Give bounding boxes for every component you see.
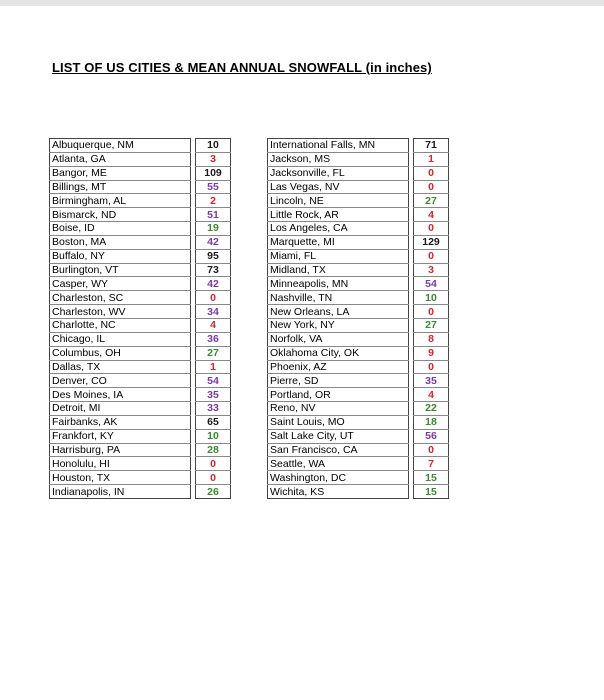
city-name-cell: Denver, CO (50, 374, 191, 388)
table-row (268, 360, 449, 374)
snowfall-value-cell: 27 (414, 318, 449, 332)
snowfall-table-right (267, 138, 449, 499)
snowfall-value-cell: 0 (414, 360, 449, 374)
top-bar (0, 0, 604, 6)
table-row (268, 152, 449, 166)
city-name-cell: Billings, MT (50, 180, 191, 194)
table-row (268, 222, 449, 236)
table-row (50, 360, 231, 374)
city-name-cell: Las Vegas, NV (268, 180, 409, 194)
snowfall-value-cell: 34 (196, 305, 231, 319)
snowfall-value-cell: 19 (196, 222, 231, 236)
snowfall-value-cell: 1 (196, 360, 231, 374)
city-name-cell: Midland, TX (268, 263, 409, 277)
snowfall-value-cell: 22 (414, 402, 449, 416)
table-row (50, 429, 231, 443)
table-row (268, 291, 449, 305)
city-name-cell: Miami, FL (268, 249, 409, 263)
city-name-cell: Nashville, TN (268, 291, 409, 305)
snowfall-value-cell: 0 (414, 180, 449, 194)
snowfall-value-cell: 109 (196, 166, 231, 180)
city-name-cell: Frankfort, KY (50, 429, 191, 443)
city-name-cell: Houston, TX (50, 471, 191, 485)
city-name-cell: Chicago, IL (50, 332, 191, 346)
snowfall-value-cell: 3 (414, 263, 449, 277)
table-row (50, 402, 231, 416)
table-row (268, 346, 449, 360)
snowfall-value-cell: 10 (196, 429, 231, 443)
snowfall-value-cell: 1 (414, 152, 449, 166)
snowfall-value-cell: 42 (196, 235, 231, 249)
city-name-cell: Fairbanks, AK (50, 415, 191, 429)
table-row (50, 180, 231, 194)
table-row (50, 415, 231, 429)
city-name-cell: Pierre, SD (268, 374, 409, 388)
table-row (50, 332, 231, 346)
table-row (50, 471, 231, 485)
table-row (268, 318, 449, 332)
snowfall-value-cell: 15 (414, 471, 449, 485)
snowfall-value-cell: 65 (196, 415, 231, 429)
table-row (50, 374, 231, 388)
snowfall-value-cell: 0 (414, 305, 449, 319)
table-row (268, 139, 449, 153)
table-row (50, 485, 231, 499)
table-row (50, 388, 231, 402)
table-row (50, 139, 231, 153)
city-name-cell: Columbus, OH (50, 346, 191, 360)
city-name-cell: Bismarck, ND (50, 208, 191, 222)
city-name-cell: Saint Louis, MO (268, 415, 409, 429)
city-name-cell: Norfolk, VA (268, 332, 409, 346)
table-row (50, 249, 231, 263)
table-row (268, 249, 449, 263)
table-row (268, 194, 449, 208)
city-name-cell: Des Moines, IA (50, 388, 191, 402)
table-row (268, 402, 449, 416)
table-row (50, 346, 231, 360)
city-name-cell: Indianapolis, IN (50, 485, 191, 499)
table-row (50, 291, 231, 305)
city-name-cell: International Falls, MN (268, 139, 409, 153)
city-name-cell: Marquette, MI (268, 235, 409, 249)
snowfall-value-cell: 33 (196, 402, 231, 416)
city-name-cell: Burlington, VT (50, 263, 191, 277)
table-row (50, 318, 231, 332)
table-row (268, 429, 449, 443)
table-row (50, 235, 231, 249)
city-name-cell: Charlotte, NC (50, 318, 191, 332)
snowfall-table-right-body (268, 139, 449, 499)
snowfall-value-cell: 4 (196, 318, 231, 332)
table-row (268, 263, 449, 277)
city-name-cell: Birmingham, AL (50, 194, 191, 208)
city-name-cell: Boston, MA (50, 235, 191, 249)
snowfall-value-cell: 54 (196, 374, 231, 388)
snowfall-value-cell: 0 (196, 457, 231, 471)
city-name-cell: Minneapolis, MN (268, 277, 409, 291)
city-name-cell: Honolulu, HI (50, 457, 191, 471)
city-name-cell: Casper, WY (50, 277, 191, 291)
city-name-cell: Charleston, WV (50, 305, 191, 319)
city-name-cell: Salt Lake City, UT (268, 429, 409, 443)
snowfall-value-cell: 9 (414, 346, 449, 360)
snowfall-value-cell: 2 (196, 194, 231, 208)
snowfall-table-left-body (50, 139, 231, 499)
table-row (50, 457, 231, 471)
city-name-cell: Portland, OR (268, 388, 409, 402)
city-name-cell: New Orleans, LA (268, 305, 409, 319)
city-name-cell: Jacksonville, FL (268, 166, 409, 180)
snowfall-value-cell: 8 (414, 332, 449, 346)
city-name-cell: Dallas, TX (50, 360, 191, 374)
city-name-cell: Los Angeles, CA (268, 222, 409, 236)
table-row (50, 305, 231, 319)
table-row (50, 277, 231, 291)
city-name-cell: Little Rock, AR (268, 208, 409, 222)
snowfall-value-cell: 15 (414, 485, 449, 499)
snowfall-value-cell: 7 (414, 457, 449, 471)
snowfall-value-cell: 42 (196, 277, 231, 291)
city-name-cell: Detroit, MI (50, 402, 191, 416)
table-row (268, 471, 449, 485)
snowfall-value-cell: 27 (196, 346, 231, 360)
table-row (268, 305, 449, 319)
page-title: LIST OF US CITIES & MEAN ANNUAL SNOWFALL (in inches) (52, 60, 432, 75)
snowfall-value-cell: 0 (196, 291, 231, 305)
snowfall-value-cell: 4 (414, 208, 449, 222)
city-name-cell: Bangor, ME (50, 166, 191, 180)
table-row (268, 180, 449, 194)
city-name-cell: New York, NY (268, 318, 409, 332)
table-row (50, 152, 231, 166)
snowfall-value-cell: 4 (414, 388, 449, 402)
snowfall-value-cell: 55 (196, 180, 231, 194)
table-row (50, 443, 231, 457)
snowfall-value-cell: 73 (196, 263, 231, 277)
city-name-cell: Charleston, SC (50, 291, 191, 305)
snowfall-value-cell: 27 (414, 194, 449, 208)
table-row (268, 443, 449, 457)
city-name-cell: Phoenix, AZ (268, 360, 409, 374)
snowfall-value-cell: 28 (196, 443, 231, 457)
table-row (268, 415, 449, 429)
snowfall-value-cell: 0 (414, 443, 449, 457)
table-row (268, 388, 449, 402)
table-row (50, 263, 231, 277)
city-name-cell: Buffalo, NY (50, 249, 191, 263)
city-name-cell: Oklahoma City, OK (268, 346, 409, 360)
city-name-cell: Seattle, WA (268, 457, 409, 471)
snowfall-value-cell: 18 (414, 415, 449, 429)
city-name-cell: Albuquerque, NM (50, 139, 191, 153)
snowfall-value-cell: 0 (414, 166, 449, 180)
snowfall-value-cell: 10 (196, 139, 231, 153)
table-row (268, 485, 449, 499)
snowfall-value-cell: 54 (414, 277, 449, 291)
table-row (268, 374, 449, 388)
city-name-cell: Reno, NV (268, 402, 409, 416)
snowfall-value-cell: 51 (196, 208, 231, 222)
city-name-cell: Washington, DC (268, 471, 409, 485)
table-row (268, 332, 449, 346)
city-name-cell: Jackson, MS (268, 152, 409, 166)
snowfall-value-cell: 10 (414, 291, 449, 305)
snowfall-value-cell: 0 (414, 249, 449, 263)
city-name-cell: San Francisco, CA (268, 443, 409, 457)
table-row (268, 166, 449, 180)
snowfall-value-cell: 35 (414, 374, 449, 388)
table-row (268, 208, 449, 222)
snowfall-value-cell: 35 (196, 388, 231, 402)
city-name-cell: Lincoln, NE (268, 194, 409, 208)
table-row (268, 235, 449, 249)
snowfall-value-cell: 129 (414, 235, 449, 249)
table-row (50, 166, 231, 180)
table-row (268, 457, 449, 471)
snowfall-table-left (49, 138, 231, 499)
snowfall-value-cell: 0 (414, 222, 449, 236)
snowfall-value-cell: 56 (414, 429, 449, 443)
table-row (50, 194, 231, 208)
table-row (50, 208, 231, 222)
table-row (268, 277, 449, 291)
table-row (50, 222, 231, 236)
city-name-cell: Atlanta, GA (50, 152, 191, 166)
snowfall-value-cell: 36 (196, 332, 231, 346)
snowfall-value-cell: 95 (196, 249, 231, 263)
snowfall-value-cell: 3 (196, 152, 231, 166)
snowfall-value-cell: 0 (196, 471, 231, 485)
city-name-cell: Boise, ID (50, 222, 191, 236)
city-name-cell: Harrisburg, PA (50, 443, 191, 457)
snowfall-value-cell: 26 (196, 485, 231, 499)
city-name-cell: Wichita, KS (268, 485, 409, 499)
snowfall-value-cell: 71 (414, 139, 449, 153)
